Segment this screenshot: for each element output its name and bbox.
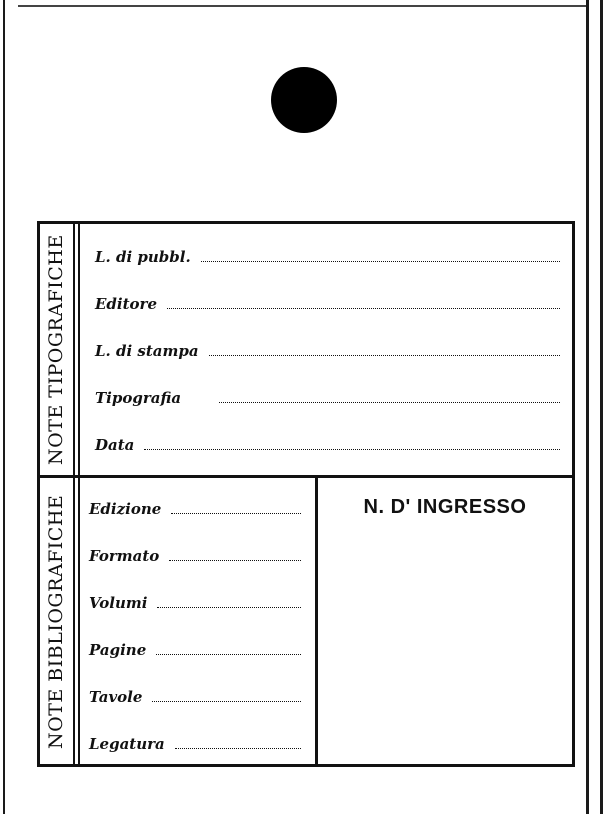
field-label: Edizione xyxy=(89,500,162,518)
field-label: L. di pubbl. xyxy=(95,248,191,266)
fill-line xyxy=(157,606,301,608)
field-label: Editore xyxy=(95,295,157,313)
field-row[interactable] xyxy=(95,389,560,407)
field-label: Tipografia xyxy=(95,389,182,407)
rule xyxy=(73,224,75,475)
field-row[interactable] xyxy=(89,641,301,659)
card-right-edge xyxy=(586,0,589,814)
field-row[interactable] xyxy=(89,500,301,518)
ingresso-label: N. D' INGRESSO xyxy=(363,496,527,518)
section-heading-bibliografiche: NOTE BIBLIOGRAFICHE xyxy=(45,494,67,750)
field-label: Formato xyxy=(89,547,160,565)
fill-line xyxy=(171,512,301,514)
card-right-edge-outer xyxy=(600,0,603,814)
section-divider xyxy=(40,475,572,478)
rule xyxy=(73,478,75,764)
field-label: Tavole xyxy=(89,688,143,706)
field-row[interactable] xyxy=(95,342,560,360)
field-row[interactable] xyxy=(89,735,301,753)
fill-line xyxy=(152,700,301,702)
rule xyxy=(78,478,80,764)
fill-line xyxy=(169,559,301,561)
field-row[interactable] xyxy=(95,248,560,266)
field-label: L. di stampa xyxy=(95,342,199,360)
field-label: Data xyxy=(95,436,135,454)
card-left-edge xyxy=(3,0,5,814)
fill-line xyxy=(156,653,301,655)
field-label: Legatura xyxy=(89,735,165,753)
field-label: Pagine xyxy=(89,641,147,659)
fill-line xyxy=(209,354,560,356)
fill-line xyxy=(144,448,560,450)
fill-line xyxy=(201,260,560,262)
field-row[interactable] xyxy=(89,688,301,706)
rule xyxy=(78,224,80,475)
column-divider xyxy=(315,478,318,764)
field-row[interactable] xyxy=(89,547,301,565)
card-top-edge xyxy=(18,5,586,7)
field-row[interactable] xyxy=(95,295,560,313)
section-heading-tipografiche: NOTE TIPOGRAFICHE xyxy=(45,234,67,465)
fill-line xyxy=(175,747,301,749)
field-row[interactable] xyxy=(95,436,560,454)
punch-hole xyxy=(271,67,337,133)
field-row[interactable] xyxy=(89,594,301,612)
fill-line xyxy=(219,401,560,403)
fill-line xyxy=(167,307,560,309)
field-label: Volumi xyxy=(89,594,148,612)
catalog-form xyxy=(37,221,575,767)
